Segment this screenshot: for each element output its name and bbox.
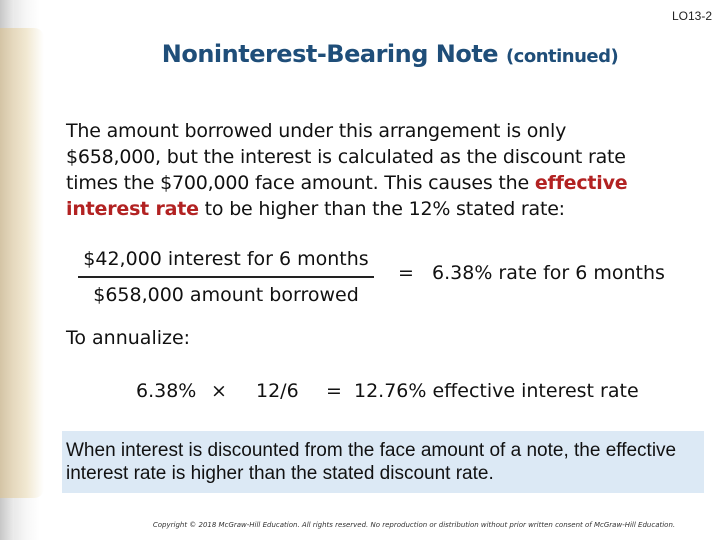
rate-value: 6.38% [136, 380, 197, 402]
times-sign: × [211, 380, 227, 402]
slide-title [0, 40, 720, 68]
binder-tab [0, 28, 44, 498]
paragraph-text-2: to be higher than the 12% stated rate: [198, 198, 565, 220]
six-month-rate-result: = 6.38% rate for 6 months [398, 262, 665, 284]
fraction-numerator: $42,000 interest for 6 months [83, 248, 369, 270]
interest-fraction [78, 246, 374, 310]
paragraph-text-1: The amount borrowed under this arrangement is only $658,000, but the interest is calculated as the discount rate times the $700,000 face amount. This causes the [66, 120, 626, 194]
explanation-paragraph [66, 118, 666, 222]
learning-objective-tag: LO13-2 [671, 9, 712, 23]
title-sub: (continued) [505, 46, 619, 67]
effective-rate-highlight: effective interest rate [66, 172, 628, 220]
binder-decoration [0, 0, 40, 540]
annualize-factor: 12/6 [256, 380, 299, 402]
annualize-label: To annualize: [66, 327, 191, 349]
fraction-bar [78, 276, 374, 278]
annual-rate-result: = 12.76% effective interest rate [326, 380, 639, 402]
copyright-footer: Copyright © 2018 McGraw-Hill Education. All rights reserved. No reproduction or distribution without prior written consent of McGraw-Hill Education. [152, 521, 676, 529]
key-point-box: When interest is discounted from the face amount of a note, the effective interest rate is higher than the stated discount rate. [62, 431, 704, 493]
fraction-denominator: $658,000 amount borrowed [93, 284, 359, 306]
title-main: Noninterest-Bearing Note [161, 40, 499, 68]
